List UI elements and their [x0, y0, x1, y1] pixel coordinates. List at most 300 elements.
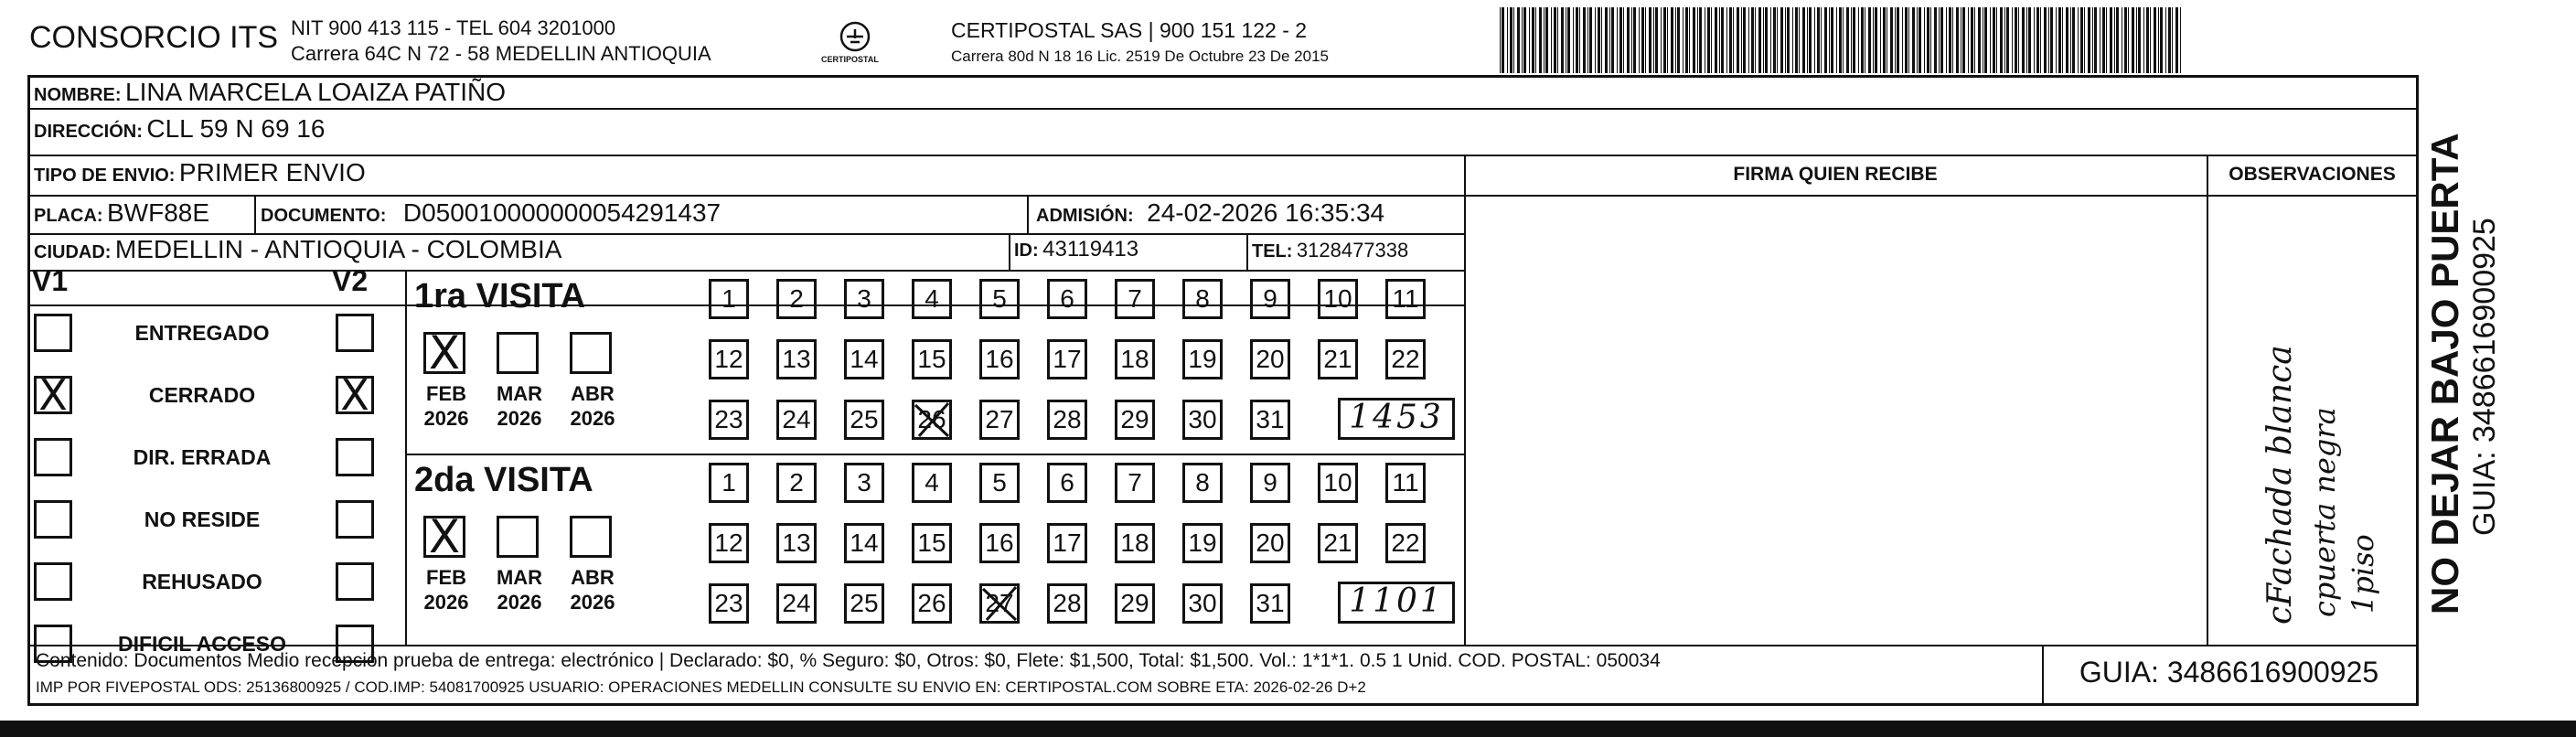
- barcode-bar: [1895, 7, 1896, 73]
- v2-label: V2: [332, 264, 369, 297]
- day-box: 20: [1250, 523, 1290, 563]
- barcode-bar: [1741, 7, 1742, 73]
- v1-checkbox: [34, 438, 72, 476]
- barcode-bar: [1671, 7, 1673, 73]
- v1-checkbox: X: [34, 376, 72, 414]
- barcode-bar: [1535, 7, 1536, 73]
- status-label: NO RESIDE: [144, 507, 261, 531]
- day-box: 9: [1250, 279, 1290, 319]
- day-box: 31: [1250, 400, 1290, 440]
- certipostal-logo: [814, 18, 896, 68]
- barcode-bar: [1544, 7, 1545, 73]
- month-label: [414, 565, 478, 614]
- barcode-bar: [2012, 7, 2013, 73]
- barcode-bar: [1821, 7, 1822, 73]
- barcode-bar: [1974, 7, 1975, 73]
- barcode-bar: [1641, 7, 1644, 73]
- barcode-bar: [1551, 7, 1552, 73]
- barcode-bar: [1814, 7, 1815, 73]
- ciudad-value: MEDELLIN - ANTIOQUIA - COLOMBIA: [114, 235, 562, 263]
- barcode-bar: [1868, 7, 1871, 73]
- barcode-bar: [1707, 7, 1710, 73]
- barcode-bar: [2066, 7, 2068, 73]
- day-cross-mark: [912, 400, 952, 440]
- tipo-label: TIPO DE ENVIO:: [34, 166, 176, 186]
- barcode-bar: [1719, 7, 1720, 73]
- day-box: 31: [1250, 583, 1290, 624]
- day-box: 16: [979, 339, 1020, 379]
- barcode-bar: [2106, 7, 2107, 73]
- barcode-bar: [1689, 7, 1690, 73]
- barcode-bar: [1623, 7, 1624, 73]
- side-warning: NO DEJAR BAJO PUERTA: [2423, 133, 2466, 614]
- day-box: 6: [1047, 279, 1087, 319]
- barcode-bar: [1831, 7, 1833, 73]
- barcode-bar: [1792, 7, 1793, 73]
- barcode-bar: [1539, 7, 1542, 73]
- day-box: 12: [709, 339, 749, 379]
- barcode-bar: [1968, 7, 1969, 73]
- barcode-bar: [2114, 7, 2115, 73]
- day-box: 24: [776, 400, 817, 440]
- barcode-bar: [1598, 7, 1600, 73]
- observaciones-handwriting: [2208, 195, 2416, 645]
- barcode-bar: [1611, 7, 1614, 73]
- barcode-bar: [1721, 7, 1724, 73]
- barcode-bar: [1930, 7, 1931, 73]
- barcode-bar: [2044, 7, 2047, 73]
- barcode-bar: [2015, 7, 2017, 73]
- barcode-bar: [1770, 7, 1771, 73]
- barcode-bar: [1962, 7, 1965, 73]
- barcode-bar: [2022, 7, 2025, 73]
- day-box: 15: [912, 523, 952, 563]
- barcode-bar: [2154, 7, 2156, 73]
- barcode-bar: [2116, 7, 2119, 73]
- barcode-bar: [2158, 7, 2159, 73]
- day-box: 28: [1047, 400, 1087, 440]
- barcode-bar: [1807, 7, 1808, 73]
- barcode-bar: [1605, 7, 1608, 73]
- day-box: 8: [1182, 463, 1223, 503]
- visit-time-handwritten: 1101: [1338, 582, 1455, 624]
- company-name: CONSORCIO ITS: [29, 20, 279, 55]
- barcode-bar: [1554, 7, 1556, 73]
- day-box: 10: [1318, 463, 1358, 503]
- barcode-bar: [1685, 7, 1688, 73]
- day-box: 25: [844, 400, 884, 440]
- barcode-bar: [1510, 7, 1512, 73]
- observaciones-note-2: cpuerta negra: [2307, 407, 2342, 617]
- barcode-bar: [1817, 7, 1820, 73]
- barcode-bar: [2165, 7, 2166, 73]
- barcode-bar: [1523, 7, 1526, 73]
- barcode-bar: [1755, 7, 1756, 73]
- barcode-bar: [1940, 7, 1943, 73]
- barcode-bar: [1880, 7, 1881, 73]
- day-box: 26: [912, 400, 952, 440]
- ciudad-row: [34, 235, 561, 264]
- barcode-bar: [1795, 7, 1798, 73]
- barcode-bar: [2138, 7, 2141, 73]
- barcode-bar: [1645, 7, 1646, 73]
- barcode-bar: [1924, 7, 1925, 73]
- barcode-bar: [1905, 7, 1908, 73]
- barcode-bar: [1946, 7, 1947, 73]
- day-box: 22: [1385, 339, 1426, 379]
- v2-checkbox: [336, 438, 374, 476]
- barcode-bar: [1726, 7, 1727, 73]
- day-box: 2: [776, 463, 817, 503]
- status-label: REHUSADO: [142, 570, 262, 593]
- barcode-bar: [2050, 7, 2053, 73]
- day-box: 17: [1047, 339, 1087, 379]
- barcode-bar: [2136, 7, 2137, 73]
- day-box: 11: [1385, 279, 1426, 319]
- day-box: 3: [844, 279, 884, 319]
- barcode-bar: [1912, 7, 1915, 73]
- barcode-bar: [1532, 7, 1534, 73]
- delivery-form: [27, 75, 2419, 706]
- barcode-bar: [1507, 7, 1508, 73]
- month-name: MAR: [496, 382, 543, 405]
- barcode-bar: [2102, 7, 2105, 73]
- direccion-value: CLL 59 N 69 16: [146, 114, 326, 143]
- barcode-bar: [1802, 7, 1805, 73]
- barcode-bar: [1763, 7, 1764, 73]
- day-box: 30: [1182, 583, 1223, 624]
- barcode-bar: [1529, 7, 1530, 73]
- day-box: 22: [1385, 523, 1426, 563]
- barcode-bar: [1785, 7, 1786, 73]
- barcode-bar: [1919, 7, 1921, 73]
- day-box: 18: [1115, 339, 1155, 379]
- day-cross-mark: [979, 583, 1020, 624]
- barcode-bar: [2018, 7, 2019, 73]
- placa-label: PLACA:: [34, 206, 103, 226]
- barcode-bar: [1517, 7, 1520, 73]
- barcode-bar: [1661, 7, 1662, 73]
- barcode-bar: [2080, 7, 2083, 73]
- barcode-bar: [1579, 7, 1580, 73]
- month-year: 2026: [497, 407, 542, 430]
- barcode-bar: [1715, 7, 1717, 73]
- status-label: CERRADO: [148, 383, 256, 407]
- barcode-bar: [2026, 7, 2027, 73]
- month-label: [487, 381, 551, 431]
- day-box: 13: [776, 523, 817, 563]
- observaciones-note-3: 1piso: [2346, 534, 2380, 614]
- month-checkbox: [497, 516, 539, 558]
- month-year: 2026: [497, 591, 542, 614]
- barcode-bar: [1971, 7, 1973, 73]
- month-name: FEB: [426, 382, 466, 405]
- barcode-bar: [1843, 7, 1844, 73]
- month-year: 2026: [423, 407, 469, 430]
- barcode-bar: [1883, 7, 1886, 73]
- barcode-bar: [2084, 7, 2085, 73]
- barcode-bar: [1780, 7, 1783, 73]
- barcode-bar: [1773, 7, 1776, 73]
- barcode-bar: [2040, 7, 2041, 73]
- barcode-bar: [2143, 7, 2144, 73]
- day-box: 27: [979, 583, 1020, 624]
- barcode-bar: [1758, 7, 1761, 73]
- id-label: ID:: [1014, 240, 1039, 261]
- day-box: 4: [912, 463, 952, 503]
- barcode-bar: [1829, 7, 1830, 73]
- day-box: 27: [979, 400, 1020, 440]
- barcode-bar: [2028, 7, 2031, 73]
- barcode-bar: [1627, 7, 1630, 73]
- barcode-bar: [1939, 7, 1940, 73]
- month-checkbox: X: [423, 332, 465, 374]
- tel-row: [1252, 239, 1408, 262]
- barcode-bar: [1978, 7, 1981, 73]
- barcode-bar: [1617, 7, 1618, 73]
- visit-time-handwritten: 1453: [1338, 398, 1455, 440]
- ciudad-label: CIUDAD:: [34, 242, 112, 262]
- tel-label: TEL:: [1252, 241, 1293, 262]
- barcode-bar: [1934, 7, 1937, 73]
- day-box: 11: [1385, 463, 1426, 503]
- day-box: 29: [1115, 583, 1155, 624]
- month-year: 2026: [570, 591, 615, 614]
- barcode-bar: [1522, 7, 1523, 73]
- barcode-bar: [1984, 7, 1987, 73]
- barcode-bar: [2175, 7, 2178, 73]
- day-box: 29: [1115, 400, 1155, 440]
- barcode-bar: [1824, 7, 1827, 73]
- barcode-bar: [2172, 7, 2173, 73]
- day-box: 21: [1318, 523, 1358, 563]
- logo-text: CERTIPOSTAL: [821, 55, 879, 64]
- company-address: Carrera 64C N 72 - 58 MEDELLIN ANTIOQUIA: [291, 42, 711, 65]
- barcode-bar: [2110, 7, 2112, 73]
- day-box: 8: [1182, 279, 1223, 319]
- barcode-bar: [1545, 7, 1548, 73]
- barcode-bar: [1743, 7, 1746, 73]
- barcode-bar: [1653, 7, 1654, 73]
- month-label: [561, 381, 625, 431]
- barcode-bar: [1693, 7, 1695, 73]
- admision-row: [1036, 198, 1384, 228]
- visit-title: 1ra VISITA: [414, 277, 586, 315]
- day-box: 10: [1318, 279, 1358, 319]
- barcode-bar: [1890, 7, 1893, 73]
- barcode-bar: [1631, 7, 1632, 73]
- side-guia: GUIA: 3486616900925: [2467, 218, 2502, 536]
- day-box: 3: [844, 463, 884, 503]
- footer-guia: GUIA: 3486616900925: [2079, 656, 2379, 689]
- barcode-bar: [1949, 7, 1951, 73]
- barcode-bar: [2034, 7, 2035, 73]
- barcode-graphic: [1500, 7, 2181, 73]
- barcode-bar: [2056, 7, 2057, 73]
- barcode-bar: [2180, 7, 2181, 73]
- day-box: 2: [776, 279, 817, 319]
- status-label: DIR. ERRADA: [133, 445, 272, 469]
- barcode-bar: [1875, 7, 1877, 73]
- v2-checkbox: [336, 500, 374, 539]
- barcode-bar: [2128, 7, 2129, 73]
- barcode-bar: [1851, 7, 1852, 73]
- barcode-bar: [1699, 7, 1702, 73]
- barcode-bar: [1595, 7, 1596, 73]
- month-checkbox: X: [423, 516, 465, 558]
- barcode-bar: [1609, 7, 1610, 73]
- barcode-bar: [2150, 7, 2151, 73]
- day-box: 19: [1182, 523, 1223, 563]
- v1-label: V1: [32, 264, 69, 297]
- day-box: 6: [1047, 463, 1087, 503]
- admision-value: 24-02-2026 16:35:34: [1147, 198, 1385, 227]
- observaciones-header: OBSERVACIONES: [2229, 164, 2396, 185]
- barcode-bar: [1677, 7, 1680, 73]
- barcode-bar: [2004, 7, 2005, 73]
- barcode-bar: [1711, 7, 1712, 73]
- day-box: 4: [912, 279, 952, 319]
- admision-label: ADMISIÓN:: [1036, 206, 1134, 226]
- placa-row: [34, 198, 209, 228]
- barcode-bar: [1853, 7, 1855, 73]
- barcode-bar: [1633, 7, 1636, 73]
- documento-row: [261, 198, 721, 228]
- day-box: 7: [1115, 279, 1155, 319]
- barcode-bar: [1663, 7, 1666, 73]
- v2-checkbox: [336, 314, 374, 352]
- tipo-value: PRIMER ENVIO: [178, 158, 366, 187]
- barcode-bar: [1573, 7, 1574, 73]
- day-box: 19: [1182, 339, 1223, 379]
- company-nit: NIT 900 413 115 - TEL 604 3201000: [291, 16, 616, 39]
- documento-label: DOCUMENTO:: [261, 206, 387, 226]
- barcode-bar: [1729, 7, 1732, 73]
- barcode-bar: [2092, 7, 2093, 73]
- barcode-bar: [1917, 7, 1918, 73]
- barcode-bar: [1601, 7, 1602, 73]
- barcode-bar: [1583, 7, 1586, 73]
- id-row: [1014, 237, 1138, 262]
- day-box: 24: [776, 583, 817, 624]
- barcode-bar: [1996, 7, 1997, 73]
- barcode-bar: [1846, 7, 1849, 73]
- barcode-bar: [1777, 7, 1778, 73]
- day-box: 28: [1047, 583, 1087, 624]
- month-label: [414, 381, 478, 431]
- barcode-bar: [1751, 7, 1754, 73]
- day-box: 5: [979, 279, 1020, 319]
- barcode-bar: [1858, 7, 1859, 73]
- barcode-bar: [2124, 7, 2127, 73]
- nombre-row: [34, 78, 506, 107]
- barcode-bar: [1839, 7, 1842, 73]
- nombre-label: NOMBRE:: [34, 85, 122, 105]
- id-value: 43119413: [1042, 237, 1139, 262]
- barcode-bar: [2146, 7, 2149, 73]
- barcode-bar: [1639, 7, 1640, 73]
- month-name: FEB: [426, 566, 466, 589]
- day-box: 9: [1250, 463, 1290, 503]
- barcode-bar: [2072, 7, 2075, 73]
- barcode-bar: [1990, 7, 1991, 73]
- barcode-bar: [2088, 7, 2090, 73]
- barcode-bar: [1587, 7, 1588, 73]
- day-box: 23: [709, 583, 749, 624]
- day-box: 20: [1250, 339, 1290, 379]
- tel-value: 3128477338: [1296, 239, 1409, 262]
- barcode-bar: [2160, 7, 2163, 73]
- day-box: 13: [776, 339, 817, 379]
- month-year: 2026: [423, 591, 469, 614]
- day-box: 21: [1318, 339, 1358, 379]
- month-label: [561, 565, 625, 614]
- day-box: 26: [912, 583, 952, 624]
- firma-header: FIRMA QUIEN RECIBE: [1733, 164, 1938, 185]
- day-box: 16: [979, 523, 1020, 563]
- barcode-bar: [1902, 7, 1903, 73]
- observaciones-note-1: cFachada blanca: [2261, 345, 2299, 625]
- barcode-bar: [1561, 7, 1564, 73]
- day-box: 17: [1047, 523, 1087, 563]
- barcode-bar: [1908, 7, 1909, 73]
- direccion-row: [34, 114, 325, 144]
- barcode-bar: [1733, 7, 1734, 73]
- barcode-bar: [2000, 7, 2003, 73]
- tipo-row: [34, 158, 366, 187]
- day-box: 18: [1115, 523, 1155, 563]
- barcode-bar: [1502, 7, 1504, 73]
- status-label: ENTREGADO: [134, 321, 270, 345]
- month-checkbox: [570, 332, 612, 374]
- placa-value: BWF88E: [107, 198, 210, 227]
- status-label: DIFICIL ACCESO: [117, 632, 286, 656]
- barcode-bar: [1737, 7, 1739, 73]
- barcode-bar: [1956, 7, 1959, 73]
- month-name: MAR: [496, 566, 543, 589]
- barcode-bar: [2006, 7, 2009, 73]
- barcode-bar: [1649, 7, 1651, 73]
- barcode-bar: [1787, 7, 1790, 73]
- month-checkbox: [497, 332, 539, 374]
- courier-address: Carrera 80d N 18 16 Lic. 2519 De Octubre 23 De 2015: [951, 48, 1329, 65]
- barcode-bar: [1927, 7, 1929, 73]
- month-name: ABR: [571, 566, 615, 589]
- barcode-bar: [1567, 7, 1570, 73]
- barcode-bar: [1500, 7, 1501, 73]
- barcode-bar: [1993, 7, 1995, 73]
- barcode-bar: [1799, 7, 1800, 73]
- barcode-bar: [1873, 7, 1874, 73]
- v1-checkbox: [34, 314, 72, 352]
- nombre-value: LINA MARCELA LOAIZA PATIÑO: [125, 78, 506, 106]
- barcode-bar: [1675, 7, 1676, 73]
- month-name: ABR: [571, 382, 615, 405]
- barcode-bar: [2094, 7, 2097, 73]
- barcode-bar: [2132, 7, 2134, 73]
- barcode-bar: [1667, 7, 1668, 73]
- bottom-edge-bar: [0, 721, 2576, 737]
- barcode-bar: [1589, 7, 1592, 73]
- day-box: 30: [1182, 400, 1223, 440]
- barcode-bar: [1897, 7, 1899, 73]
- documento-value: D050010000000054291437: [402, 198, 721, 227]
- day-box: 1: [709, 463, 749, 503]
- barcode-bar: [2036, 7, 2039, 73]
- day-box: 14: [844, 523, 884, 563]
- day-box: 14: [844, 339, 884, 379]
- barcode-bar: [1836, 7, 1837, 73]
